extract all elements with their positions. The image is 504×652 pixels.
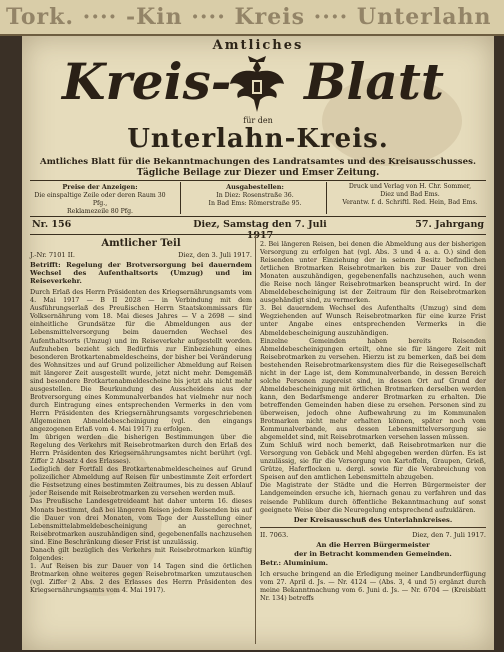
ad-prices-line2: Reklamezeile 80 Pfg. [67, 208, 133, 215]
signature: Der Kreisausschuß des Unterlahnkreises. [293, 515, 453, 524]
left-meta-row [30, 251, 252, 259]
left-place-date: Diez, den 3. Juli 1917. [178, 251, 252, 260]
right-separator [260, 527, 486, 528]
info-divider-1 [180, 182, 181, 214]
outlets-line1: In Diez: Rosenstraße 36. [216, 192, 294, 199]
ad-prices-box [30, 183, 170, 216]
right-column [260, 240, 486, 602]
newspaper-sheet [22, 36, 494, 650]
left-paragraph: Danach gilt bezüglich des Verkehrs mit Reisebrotmarken künftig folgendes: [30, 545, 252, 562]
amtliches-label: Amtliches [212, 38, 304, 53]
publisher-line1: Druck und Verlag von H. Chr. Sommer, [348, 183, 472, 190]
left-paragraph: Das Preußische Landesgetreideamt hat daher unterm 16. dieses Monats bestimmt, daß bei längeren Reisen jedem Reisenden bis auf die Dauer von drei Monaten, vom Tage der Ausstellung einer Lebensmittelabmeldebescheinigung an gerechnet, Reisebrotmarken auszuhändigen sind, gegebenenfalls nachzusehen sind. Eine Beschränkung dieser Frist ist unzulässig. [30, 497, 252, 546]
left-paragraph: Durch Erlaß des Herrn Präsidenten des Kriegsernährungsamts vom 4. Mai 1917 — B II 2028 — in Verbindung mit dem Ausführungserlaß des Preußischen Herrn Staatskommissars für Volksernährung vom 18. Mai dieses Jahres — V a 2698 — sind einheitliche Grundsätze für die Abmeldungen aus der Lebensmittelversorgung beim dauernden Wechsel des Aufenthaltsorts (Umzug) und im Reiseverkehr aufgestellt worden. Aufzuheben bezieht sich Bedürfnis zur Einbeziehung eines besonderen Brotkartenabmeldescheins, der bisher bei Veränderung des Wohnsitzes und auf Grund polizeilicher Abmeldung auf Reisen mit längerer Zeit ausgestellt wurde, jetzt nicht mehr. Demgemäß sind besondere Brotkartenabmeldescheine bis jetzt als nicht mehr ausgestellen. Die Beurkundung des Ausscheidens aus der Brotversorgung eines Kommunalverbandes hat vielmehr nur noch durch Eintragung eines entsprechenden Vermerks in den vom Herrn Präsidenten des Kriegsernährungsamts vorgeschriebenen Allgemeinen Abmeldebescheinigung (vgl. den eingangs angezogenen Erlaß vom 4. Mai 1917) zu erfolgen. [30, 288, 252, 434]
masthead [22, 50, 494, 114]
issue-year: 57. Jahrgang [415, 219, 484, 230]
divider-issue-bottom [30, 234, 486, 235]
masthead-blatt: Blatt [304, 52, 444, 111]
right-paragraph: Einzelne Gemeinden haben bereits Reisenden Abmeldebescheinigungen erteilt, ohne sie für längere Zeit mit Reisebrotmarken zu versehen. Hierzu ist zu bemerken, daß bei dem bestehenden Reisebrotmarkensystem dies für die Reisegesellschaft nicht in der Lage ist, dem Kommunalverbande, in dessen Bereich solche Personen zugereist sind, in dessen Ort auf Grund der Abmeldebescheinigung mit örtlichen Brotmarken derselben werden kann, den Bedarfsmenge anderer Brotmarken zu erhalten. Die betreffenden Gemeinden haben diese zu ersehen. Personen sind zu überweisen, jedoch ohne Aufbewahrung zu im Kommunalen Brotmarken nicht mehr erhalten können, später noch vom Kommunalverbande, aus dessen Lebensmittelversorgung sie abgemeldet sind, mit Reisebrotmarken versehen lassen müssen. [260, 336, 486, 442]
left-ref: J.-Nr. 7101 II. [30, 251, 76, 260]
masthead-kreis: Kreis- [62, 52, 232, 111]
betr-aluminium: Betr.: Aluminium. [260, 558, 329, 567]
publisher-line2: Diez und Bad Ems. [380, 191, 440, 198]
addressee-line2: der in Betracht kommenden Gemeinden. [294, 549, 452, 558]
right-meta-row [260, 531, 486, 539]
tagline-supplement: Tägliche Beilage zur Diezer und Emser Zeitung. [136, 168, 380, 178]
eagle-crest-icon [228, 54, 286, 116]
right-paragraph: Zum Schluß wird noch bemerkt, daß Reisebrotmarken nur die Versorgung von Gebäck und Mehl abgegeben werden dürfen. Es ist unzulässig, sie für die Versorgung von Kartoffeln, Graupen, Grieß, Grütze, Haferflocken u. dergl. sowie für die Verabreichung von Speisen auf den amtlichen Lebensmitteln abzugeben. [260, 441, 486, 482]
subtitle: Unterlahn-Kreis. [127, 124, 389, 154]
previous-page-strip [0, 0, 504, 36]
tagline-official: Amtliches Blatt für die Bekanntmachungen des Landratsamtes und des Kreisausschusses. [40, 157, 476, 167]
addressee-line1: An die Herren Bürgermeister [316, 540, 430, 549]
right-paragraph: 2. Bei längeren Reisen, bei denen die Abmeldung aus der bisherigen Versorgung zu erfolgen hat (vgl. Abs. 3 und 4 a. a. O.) sind den Reisenden unter Einziehung der in seinem Besitz befindlichen örtlichen Brotmarken Reisebrotmarken bis zur Dauer von drei Monaten auszuhändigen, gegebenenfalls nachzusehen, auch wenn die Reise noch länger Reisebrotmarken beansprucht wird. In der Abmeldebescheinigung ist der Zeitraum für den Reisebrotmarken ausgehändigt sind, zu vermerken. [260, 240, 486, 305]
ad-prices-line1: Die einspaltige Zeile oder deren Raum 30 Pfg., [34, 192, 166, 207]
right-ref: II. 7063. [260, 530, 289, 539]
outlets-line2: In Bad Ems: Römerstraße 95. [208, 200, 302, 207]
fuer-den-label: für den [243, 116, 273, 125]
right-paragraph: 3. Bei dauerndem Wechsel des Aufenthalts (Umzug) sind dem Wegziehenden auf Wunsch Reisebrotmarken für eine kurze Frist unter Angabe eines entsprechenden Vermerks in die Abmeldebescheinigung auszuhändigen. [260, 304, 486, 337]
issue-number: Nr. 156 [32, 219, 72, 230]
left-paragraph: 1. Auf Reisen bis zur Dauer von 14 Tagen sind die örtlichen Brotmarken ohne weiteres gegen Reisebrotmarken umzutauschen (vgl. Ziffer 2 Abs. 2 des Erlasses des Herrn Präsidenten des Kriegsernährungsamts vom 4. Mai 1917). [30, 561, 252, 594]
divider-top [30, 180, 486, 181]
left-column [30, 240, 252, 594]
left-paragraph: Lediglich der Fortfall des Brotkartenabmeldescheines auf Grund polizeilicher Abmeldung auf Reisen für unbestimmte Zeit erfordert die Festsetzung eines bestimmten Zeitraumes, bis zu dessen Ablauf jeder Reisende mit Reisebrotmarken zu versehen werden muß. [30, 465, 252, 498]
publisher-line3: Verantw. f. d. Schriftl. Red. Hein, Bad Ems. [342, 199, 478, 206]
left-paragraph: Im übrigen werden die bisherigen Bestimmungen über die Regelung des Verkehrs mit Reisebrotmarken durch den Erlaß des Herrn Präsidenten des Kriegsernährungsamtes nicht berührt (vgl. Ziffer 2 Absatz 4 des Erlasses). [30, 433, 252, 466]
outlets-title: Ausgabestellen: [226, 183, 284, 191]
column-divider [255, 236, 256, 644]
right-final-paragraph: Ich ersuche bringend an die Erledigung meiner Landbrunderfügung vom 27. April d. Js. — Nr. 4124 — (Abs. 3, 4 und 5) ergänzt durch meine Bekanntmachung vom 6. Juni d. Js. — Nr. 6704 — (Kreisblatt Nr. 134) betreffs [260, 569, 486, 602]
right-place-date: Diez, den 7. Juli 1917. [412, 530, 486, 539]
right-paragraph: Die Magistrate der Städte und die Herren Bürgermeister der Landgemeinden ersuche ich, hiernach genau zu verfahren und das reisende Publikum durch öffentliche Bekanntmachung auf sonst geeignete Weise über die Neuregelung entsprechend aufzuklären. [260, 481, 486, 514]
info-divider-2 [326, 182, 327, 214]
ad-prices-title: Preise der Anzeigen: [62, 183, 138, 191]
issue-date: Diez, Samstag den 7. Juli 1917 [193, 219, 327, 241]
publisher-box [332, 183, 488, 207]
outlets-box [190, 183, 320, 208]
left-betrifft: Betrifft: Regelung der Brotversorgung bei dauerndem Wechsel des Aufenthaltsorts (Umzug) und im Reiseverkehr. [30, 261, 252, 286]
divider-info-bottom [30, 216, 486, 217]
previous-page-text: Tork. ···· -Kin ···· Kreis ···· Unterlahn [6, 4, 492, 30]
section-title: Amtlicher Teil [101, 238, 181, 249]
issue-row [30, 219, 486, 241]
